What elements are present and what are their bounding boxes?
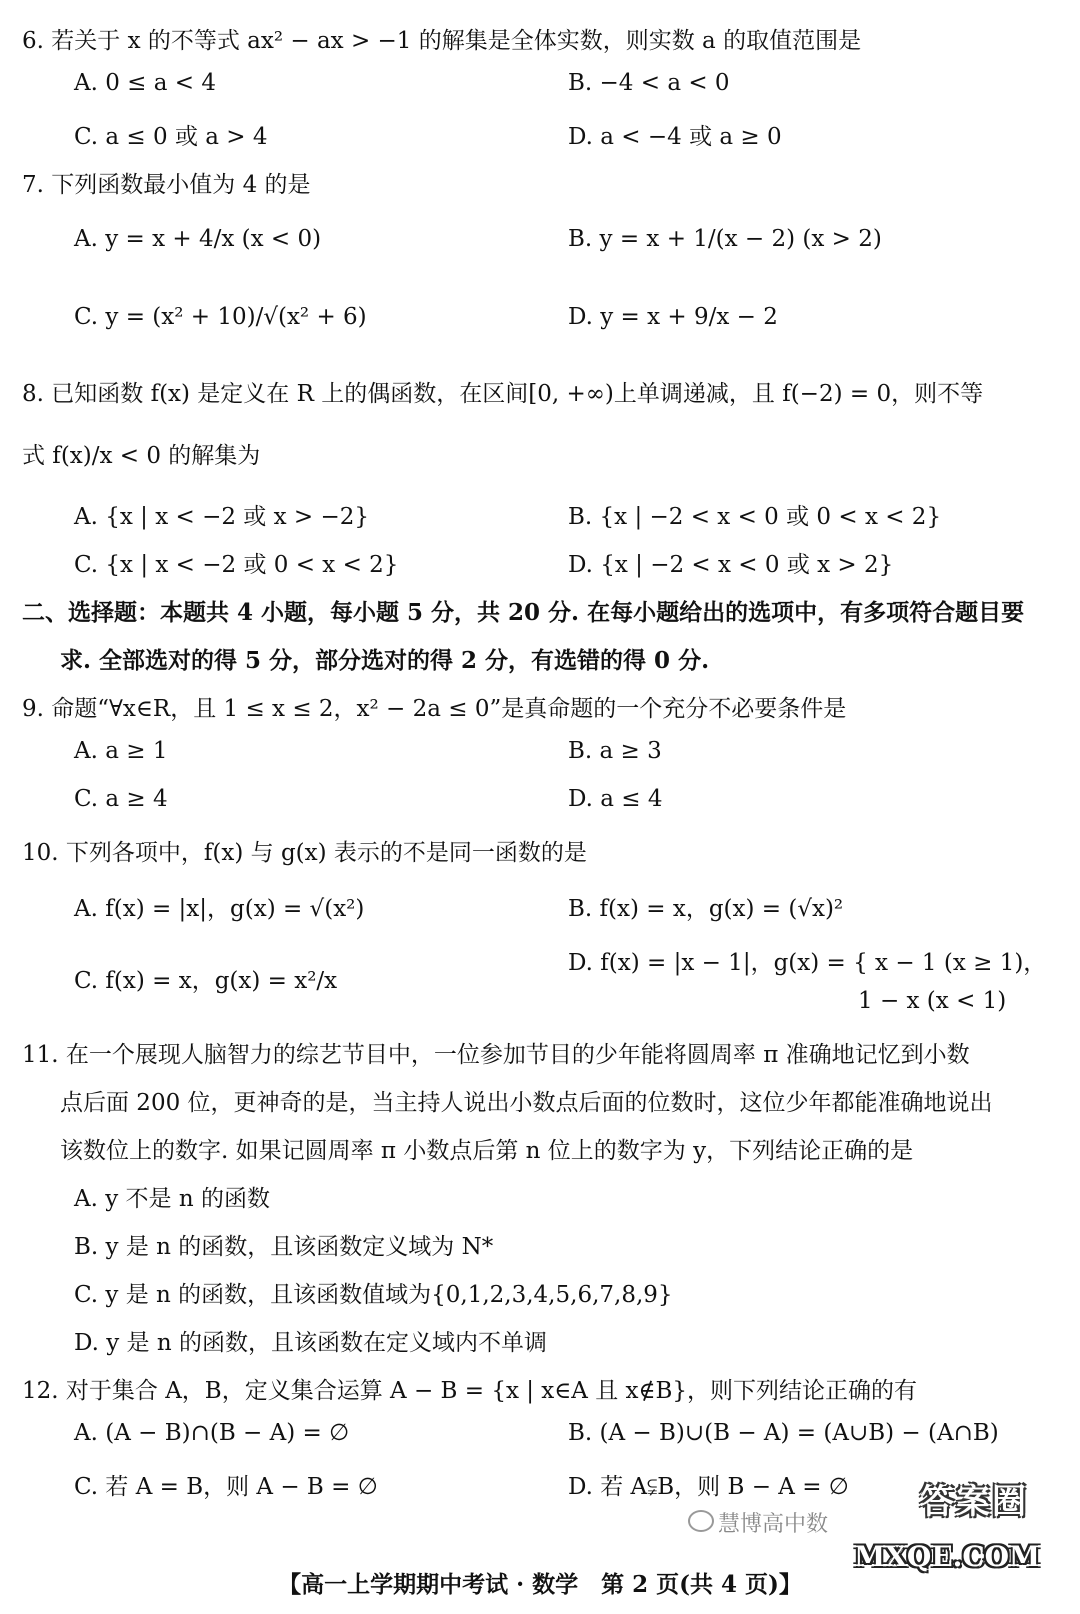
watermark-account: 慧博高中数 [718,1512,829,1537]
section-2-heading-line1: 二、选择题：本题共 4 小题，每小题 5 分，共 20 分. 在每小题给出的选项中，有多项符合题目要 [22,599,1025,626]
q10-option-b: B. f(x) = x，g(x) = (√x)² [568,896,844,922]
question-12-stem: 12. 对于集合 A，B，定义集合运算 A − B = {x | x∈A 且 x∉B}，则下列结论正确的有 [22,1378,918,1404]
q6-option-d: D. a < −4 或 a ≥ 0 [568,124,782,150]
q8-option-c: C. {x | x < −2 或 0 < x < 2} [74,552,399,578]
page-footer: 【高一上学期期中考试 · 数学 第 2 页(共 4 页)】 [278,1571,802,1598]
question-11-stem-line1: 11. 在一个展现人脑智力的综艺节目中，一位参加节目的少年能将圆周率 π 准确地记忆到小数 [22,1042,970,1068]
question-6-stem: 6. 若关于 x 的不等式 ax² − ax > −1 的解集是全体实数，则实数 a 的取值范围是 [22,28,862,54]
q11-option-c: C. y 是 n 的函数，且该函数值域为{0,1,2,3,4,5,6,7,8,9} [74,1282,673,1308]
q12-option-d: D. 若 A⫋B，则 B − A = ∅ [568,1474,849,1500]
q9-option-a: A. a ≥ 1 [74,738,168,764]
watermark-badge: 答案圈 [920,1482,1028,1522]
question-7-stem: 7. 下列函数最小值为 4 的是 [22,172,311,198]
q8-option-b: B. {x | −2 < x < 0 或 0 < x < 2} [568,504,942,530]
q11-option-a: A. y 不是 n 的函数 [74,1186,270,1212]
q10-option-d-line2: 1 − x (x < 1) [858,988,1007,1014]
wechat-icon [688,1510,714,1532]
q6-option-a: A. 0 ≤ a < 4 [74,70,216,96]
q8-option-a: A. {x | x < −2 或 x > −2} [74,504,370,530]
question-9-stem: 9. 命题“∀x∈R，且 1 ≤ x ≤ 2，x² − 2a ≤ 0”是真命题的一个充分不必要条件是 [22,696,847,722]
q7-option-c: C. y = (x² + 10)/√(x² + 6) [74,304,367,330]
question-11-stem-line2: 点后面 200 位，更神奇的是，当主持人说出小数点后面的位数时，这位少年都能准确地说出 [60,1090,993,1116]
q9-option-d: D. a ≤ 4 [568,786,663,812]
q10-option-c: C. f(x) = x，g(x) = x²/x [74,968,338,994]
question-8-stem-line2: 式 f(x)/x < 0 的解集为 [22,443,261,469]
q7-option-d: D. y = x + 9/x − 2 [568,304,778,330]
q12-option-a: A. (A − B)∩(B − A) = ∅ [74,1420,350,1446]
question-10-stem: 10. 下列各项中，f(x) 与 g(x) 表示的不是同一函数的是 [22,840,587,866]
q10-option-a: A. f(x) = |x|，g(x) = √(x²) [74,896,365,922]
q9-option-c: C. a ≥ 4 [74,786,168,812]
q12-option-c: C. 若 A = B，则 A − B = ∅ [74,1474,378,1500]
question-11-stem-line3: 该数位上的数字. 如果记圆周率 π 小数点后第 n 位上的数字为 y，下列结论正确的是 [60,1138,914,1164]
q6-option-c: C. a ≤ 0 或 a > 4 [74,124,268,150]
q6-option-b: B. −4 < a < 0 [568,70,730,96]
watermark-domain: MXQE.COM [854,1540,1040,1573]
section-2-heading-line2: 求. 全部选对的得 5 分，部分选对的得 2 分，有选错的得 0 分. [60,647,710,674]
q12-option-b: B. (A − B)∪(B − A) = (A∪B) − (A∩B) [568,1420,999,1446]
q9-option-b: B. a ≥ 3 [568,738,662,764]
q11-option-b: B. y 是 n 的函数，且该函数定义域为 N* [74,1234,494,1260]
q11-option-d: D. y 是 n 的函数，且该函数在定义域内不单调 [74,1330,547,1356]
q7-option-b: B. y = x + 1/(x − 2) (x > 2) [568,226,882,252]
q8-option-d: D. {x | −2 < x < 0 或 x > 2} [568,552,894,578]
q10-option-d-line1: D. f(x) = |x − 1|，g(x) = { x − 1 (x ≥ 1)， [568,950,1047,976]
question-8-stem-line1: 8. 已知函数 f(x) 是定义在 R 上的偶函数，在区间[0, +∞)上单调递减，且 f(−2) = 0，则不等 [22,381,984,407]
q7-option-a: A. y = x + 4/x (x < 0) [74,226,322,252]
